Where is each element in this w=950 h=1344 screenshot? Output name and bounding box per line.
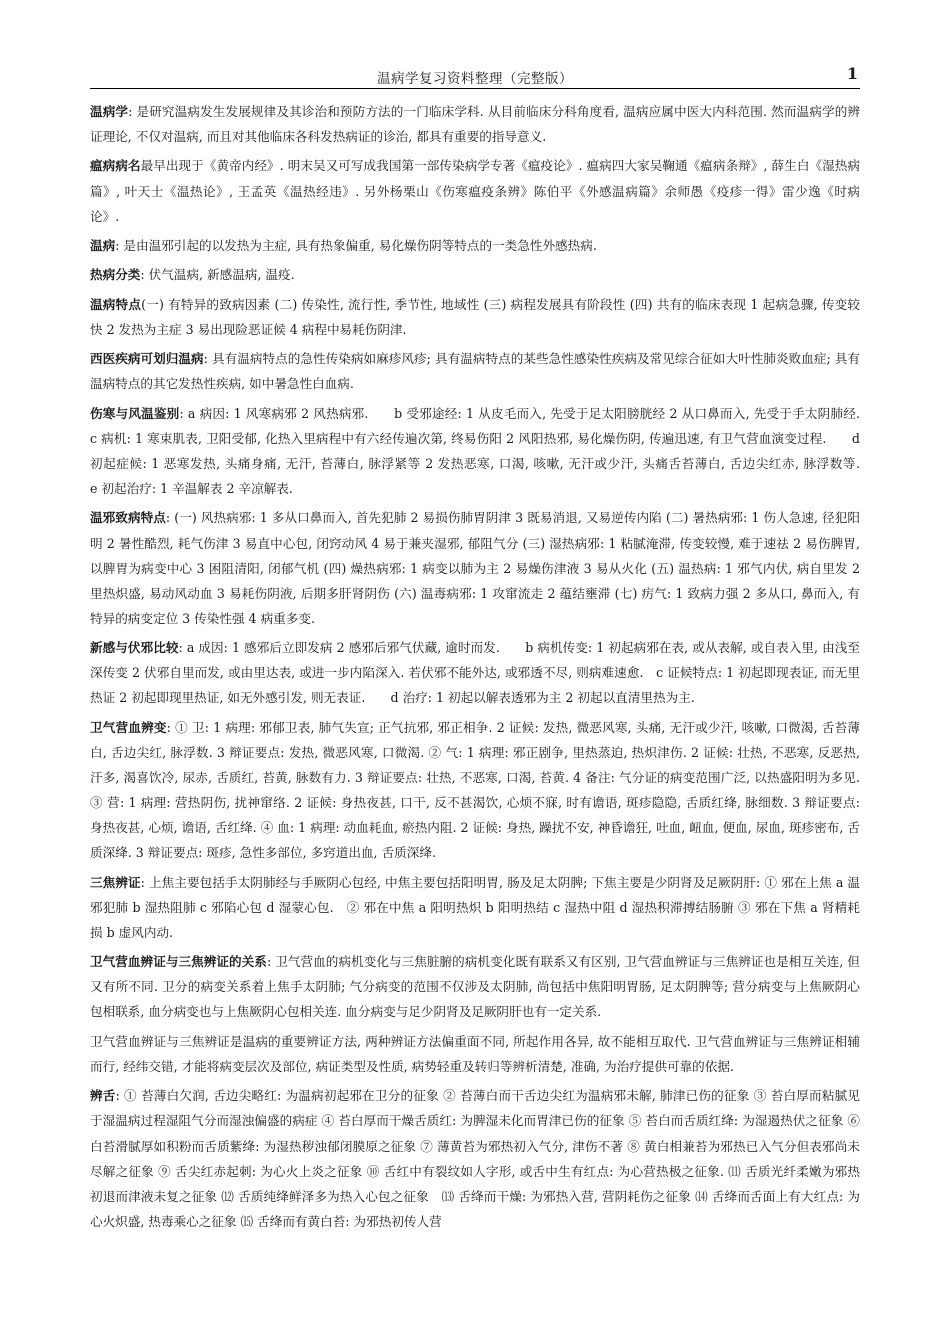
paragraph-sanjiao: [90, 870, 860, 945]
term: 辨舌: [90, 1088, 116, 1104]
term: 瘟病病名: [90, 158, 141, 174]
paragraph-differentiation: [90, 401, 886, 501]
term: 温病特点: [90, 296, 142, 312]
paragraph-text: 最早出现于《黄帝内经》. 明末吴又可写成我国第一部传染病学专著《瘟疫论》. 瘟病四大家吴鞠通《瘟病条辩》, 薛生白《湿热病篇》, 叶天士《温热论》, 王孟英《温热经违》. 另外杨栗山《伤寒瘟疫条辨》陈伯平《外感温病篇》余师愚《疫疹一得》雷少逸《时病论》.: [90, 158, 860, 224]
paragraph-wenbing-definition: [90, 233, 860, 258]
paragraph-text: : 卫气营血的病机变化与三焦脏腑的病机变化既有联系又有区别, 卫气营血辨证与三焦辨证也是相互关连, 但又有所不同. 卫分的病变关系着上焦手太阴肺; 气分病变的范围不仅涉及太阴肺, 尚包括中焦阳明胃肠, 足太阴脾等; 营分病变与上焦厥阴心包相联系, 血分病变也与上焦厥阴心包相关连. 血分病变与足少阴肾及足厥阴肝也有一定关系.: [90, 954, 860, 1020]
paragraph-relationship-continued: [90, 1029, 860, 1079]
paragraph-text: : 具有温病特点的急性传染病如麻疹风疹; 具有温病特点的某些急性感染性疾病及常见综合征如大叶性肺炎败血症; 具有温病特点的其它发热性疾病, 如中暑急性白血病.: [90, 351, 860, 392]
paragraph-text: (一) 有特异的致病因素 (二) 传染性, 流行性, 季节性, 地域性 (三) 病程发展具有阶段性 (四) 共有的临床表现 1 起病急骤, 传变较快 2 发热为主症 3 易出现险恶证候 4 病程中易耗伤阴津.: [90, 296, 861, 337]
paragraph-disease-name: [90, 153, 860, 228]
paragraph-characteristics: [90, 292, 860, 342]
paragraph-text: : 上焦主要包括手太阴肺经与手厥阴心包经, 中焦主要包括阳明胃, 肠及足太阴脾; 下焦主要是少阴肾及足厥阴肝: ① 邪在上焦 a 温邪犯肺 b 湿热阻肺 c 邪陷心包 d 湿蒙心包. ② 邪在中焦 a 阳明热炽 b 阳明热结 c 湿热中阻 d 湿热积滞搏结肠腑 ③ 邪在下焦 a 肾精耗损 b 虚风内动.: [90, 874, 861, 940]
paragraph-text: : ① 苔薄白欠润, 舌边尖略红: 为温病初起邪在卫分的征象 ② 苔薄白而干舌边尖红为温病邪未解, 肺津已伤的征象 ③ 苔白厚而粘腻见于湿温病过程湿阻气分而湿浊偏盛的病症 ④ 苔白厚而干燥舌质红: 为脾湿未化而胃津已伤的征象 ⑤ 苔白而舌质红绛: 为湿遏热伏之征象 ⑥ 白苔滑腻厚如积粉而舌质紫绛: 为湿热秽浊郁闭膜原之征象 ⑦ 薄黄苔为邪热初入气分, 津伤不著 ⑧ 黄白相兼苔为邪热已入气分但表邪尚未尽解之征象 ⑨ 舌尖红赤起刺: 为心火上炎之征象 ⑩ 舌红中有裂纹如人字形, 或舌中生有红点: 为心营热极之征象. ⑾ 舌质光纤柔嫩为邪热初退而津液未复之征象 ⑿ 舌质纯绛鲜泽多为热入心包之征象 ⒀ 舌绛而干燥: 为邪热入营, 营阴耗伤之征象 ⒁ 舌绛而舌面上有大红点: 为心火炽盛, 热毒乘心之征象 ⒂ 舌绛而有黄白苔: 为邪热初传人营: [90, 1088, 860, 1229]
paragraph-text: : a 病因: 1 风寒病邪 2 风热病邪. b 受邪途经: 1 从皮毛而入, 先受于足太阳膀胱经 2 从口鼻而入, 先受于手太阴肺经. c 病机: 1 寒束肌表, 卫阳受郁, 化热入里病程中有六经传遍次第, 终易伤阳 2 风阳热邪, 易化燥伤阴, 传遍迅速, 有卫气营血演变过程. d 初起症候: 1 恶寒发热, 头痛身痛, 无汗, 苔薄白, 脉浮紧等 2 发热恶寒, 口渴, 咳嗽, 无汗或少汗, 头痛舌苔薄白, 舌边尖红赤, 脉浮数等. e 初起治疗: 1 辛温解表 2 辛凉解表.: [90, 405, 886, 497]
paragraph-wenbingxue: [90, 99, 860, 149]
term: 温邪致病特点: [90, 510, 166, 526]
page-number: 1: [846, 64, 858, 83]
term: 卫气营血辨证与三焦辨证的关系: [90, 954, 267, 970]
term: 热病分类: [90, 267, 141, 283]
term: 伤寒与风温鉴别: [90, 405, 180, 421]
paragraph-tongue: [90, 1083, 860, 1234]
page-header: [90, 66, 860, 89]
paragraph-classification: [90, 262, 860, 287]
paragraph-text: : ① 卫: 1 病理: 邪郁卫表, 肺气失宣; 正气抗邪, 邪正相争. 2 证候: 发热, 微恶风寒, 头痛, 无汗或少汗, 咳嗽, 口微渴, 舌苔薄白, 舌边尖红, 脉浮数. 3 辩证要点: 发热, 微恶风寒, 口微渴. ② 气: 1 病理: 邪正剧争, 里热蒸迫, 热炽津伤. 2 证候: 壮热, 不恶寒, 反恶热, 汗多, 渴喜饮冷, 尿赤, 舌质红, 苔黄, 脉数有力. 3 辩证要点: 壮热, 不恶寒, 口渴, 苔黄. 4 备注: 气分证的病变范围广泛, 以热盛阳明为多见. ③ 营: 1 病理: 营热阴伤, 扰神窜络. 2 证候: 身热夜甚, 口干, 反不甚渴饮, 心烦不寐, 时有谵语, 斑疹隐隐, 舌质红绛, 脉细数. 3 辩证要点: 身热夜甚, 心烦, 谵语, 舌红绛. ④ 血: 1 病理: 动血耗血, 瘀热内阻. 2 证候: 身热, 躁扰不安, 神昏谵狂, 吐血, 衄血, 便血, 尿血, 斑疹密布, 舌质深绛. 3 辩证要点: 斑疹, 急性多部位, 多窍道出血, 舌质深绛.: [90, 719, 861, 861]
term: 三焦辨证: [90, 874, 141, 890]
paragraph-pathogen-features: [90, 505, 860, 630]
paragraph-text: : 是研究温病发生发展规律及其诊治和预防方法的一门临床学科. 从目前临床分科角度看, 温病应属中医大内科范围. 然而温病学的辨证理论, 不仅对温病, 而且对其他临床各科发热病证的诊治, 都具有重要的指导意义.: [90, 104, 861, 145]
paragraph-weiqi-yingxue: [90, 715, 860, 866]
paragraph-text: : 伏气温病, 新感温病, 温疫.: [140, 267, 295, 283]
term: 温病学: [90, 104, 129, 119]
header-title: 温病学复习资料整理（完整版）: [377, 71, 573, 87]
term: 卫气营血辨变: [90, 719, 167, 735]
paragraph-western-diseases: [90, 346, 860, 396]
paragraph-new-vs-latent: [90, 635, 860, 710]
term: 温病: [90, 238, 116, 254]
paragraph-text: : a 成因: 1 感邪后立即发病 2 感邪后邪气伏藏, 逾时而发. b 病机传变: 1 初起病邪在表, 或从表解, 或自表入里, 由浅至深传变 2 伏邪自里而发, 或由里达表, 或进一步内陷深入. 若伏邪不能外达, 或邪透不尽, 则病难速愈. c 证候特点: 1 初起即现表证, 而无里热证 2 初起即现里热证, 如无外感引发, 则无表证. d 治疗: 1 初起以解表透邪为主 2 初起以直清里热为主.: [90, 640, 861, 706]
paragraph-text: 卫气营血辨证与三焦辨证是温病的重要辨证方法, 两种辨证方法偏重面不同, 所起作用各异, 故不能相互取代. 卫气营血辨证与三焦辨证相辅而行, 经纬交错, 才能将病变层次及部位, 病证类型及性质, 病势轻重及转归等辨析清楚, 准确, 为治疗提供可靠的依据.: [90, 1033, 860, 1074]
paragraph-relationship: [90, 949, 860, 1024]
paragraph-text: : (一) 风热病邪: 1 多从口鼻而入, 首先犯肺 2 易损伤肺胃阴津 3 既易消退, 又易逆传内陷 (二) 暑热病邪: 1 伤人急速, 径犯阳明 2 暑性酷烈, 耗气伤津 3 易直中心包, 闭窍动风 4 易于兼夹湿邪, 郁阻气分 (三) 湿热病邪: 1 粘腻淹滞, 传变较慢, 难于速祛 2 易伤脾胃, 以脾胃为病变中心 3 困阻清阳, 闭郁气机 (四) 燥热病邪: 1 病变以肺为主 2 易燥伤津液 3 易从火化 (五) 温热病: 1 邪气内伏, 病自里发 2 里热炽盛, 易动风动血 3 易耗伤阴液, 后期多肝肾阴伤 (六) 温毒病邪: 1 攻窜流走 2 蕴结壅滞 (七) 疠气: 1 致病力强 2 多从口, 鼻而入, 有特异的病变定位 3 传染性强 4 病重多变.: [90, 510, 861, 626]
paragraph-text: : 是由温邪引起的以发热为主症, 具有热象偏重, 易化燥伤阴等特点的一类急性外感热病.: [115, 238, 597, 254]
term: 西医疾病可划归温病: [90, 351, 204, 367]
term: 新感与伏邪比较: [90, 640, 179, 656]
document-body: [90, 99, 886, 1238]
